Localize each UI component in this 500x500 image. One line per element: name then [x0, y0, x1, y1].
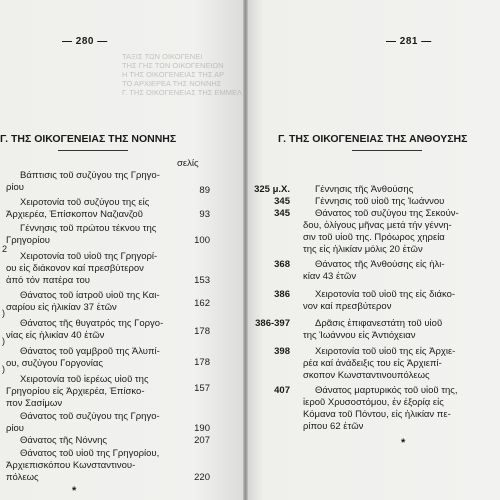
- timeline-entry: 325 μ.Χ. Γέννησις τῆς Ἀνθούσης: [248, 184, 500, 196]
- margin-mark: 2: [2, 244, 8, 254]
- page-ref: 93: [199, 209, 210, 220]
- timeline-entry: Χειροτονία τοῦ συζύγου της εἰς Ἀρχιερέα, Ἐπίσκοπον Ναζιανζοῦ 93: [6, 197, 210, 220]
- margin-mark: ): [2, 364, 5, 374]
- page-ref: 100: [194, 235, 210, 246]
- page-ref: 207: [194, 435, 210, 446]
- end-ornament: *: [72, 485, 77, 497]
- bleed-line: Γ. ΤΗΣ ΟΙΚΟΓΕΝΕΙΑΣ ΤΗΣ ΕΜΜΕΛ: [122, 88, 243, 97]
- timeline-entry: Χειροτονία τοῦ ἱερέως υἱοῦ της Γρηγορίου εἰς Ἀρχιερέα, Ἐπίσκο- πον Σασίμων 157: [6, 374, 210, 409]
- page-ref: 220: [194, 472, 210, 483]
- page-ref: 89: [199, 185, 210, 196]
- heading-rule: [58, 150, 128, 151]
- timeline-entry: 386 Χειροτονία τοῦ υἱοῦ της εἰς διάκο- νον καί πρεσβύτερον: [248, 289, 500, 313]
- timeline-entry: Γέννησις τοῦ πρώτου τέκνου της Γρηγορίου 100: [6, 223, 210, 246]
- timeline-entry: Θάνατος τῆς θυγατρός της Γοργο- νίας εἰς ἡλικίαν 40 ἐτῶν 178: [6, 318, 210, 341]
- bleed-line: Η ΤΗΣ ΟΙΚΟΓΕΝΕΙΑΣ ΤΗΣ ΑΡ: [122, 70, 225, 79]
- timeline-entry: Θάνατος τοῦ συζύγου της Γρηγο- ρίου 190: [6, 411, 210, 434]
- timeline-entry: Βάπτισις τοῦ συζύγου της Γρηγο- ρίου 89: [6, 170, 210, 196]
- entry-year: 325 μ.Χ.: [254, 184, 290, 195]
- page-ref: 153: [194, 275, 210, 286]
- bleed-line: ΤΑΞΙΣ ΤΩΝ ΟΙΚΟΓΕΝΕΙ: [122, 52, 203, 61]
- timeline-entry: 368 Θάνατος τῆς Ἀνθούσης εἰς ἡλι- κίαν 43 ἐτῶν: [248, 259, 500, 283]
- entry-year: 407: [274, 385, 290, 396]
- bleed-line: ΤΟ ΑΡΧΙΕΡΕΑ ΤΗΣ ΝΟΝΝΗΣ: [122, 79, 222, 88]
- timeline-entry: 345 Θάνατος τοῦ συζύγου της Σεκούν- δου, ὀλίγους μῆνας μετά τήν γέννη- σιν τοῦ υἱοῦ της. Πρόωρος χηρεία της εἰς ἡλικίαν μόλις 20 ἐτῶν: [248, 208, 500, 256]
- end-ornament: *: [401, 437, 406, 449]
- page-ref: 162: [194, 298, 210, 309]
- left-page: [0, 0, 243, 500]
- page-ref: 190: [194, 423, 210, 434]
- page-ref: 157: [194, 383, 210, 394]
- entry-year: 345: [274, 196, 290, 207]
- entry-year: 386: [274, 289, 290, 300]
- timeline-entry: 345 Γέννησις τοῦ υἱοῦ της Ἰωάννου: [248, 196, 500, 208]
- page-number: — 281 —: [386, 36, 432, 47]
- entry-year: 398: [274, 346, 290, 357]
- page-ref: 178: [194, 357, 210, 368]
- page-ref: 178: [194, 326, 210, 337]
- bleed-through-text: [122, 52, 243, 114]
- margin-mark: ): [2, 308, 5, 318]
- timeline-entry: 398 Χειροτονία τοῦ υἱοῦ της εἰς Ἀρχιε- ρέα καί ἀνάδειξις του εἰς Ἀρχιεπί- σκοπον Κωνσταντινουπόλεως: [248, 346, 500, 382]
- section-heading: Γ. ΤΗΣ ΟΙΚΟΓΕΝΕΙΑΣ ΤΗΣ ΑΝΘΟΥΣΗΣ: [278, 133, 468, 145]
- bleed-line: ΤΗΣ ΓΗΣ ΤΩΝ ΟΙΚΟΓΕΝΕΙΩΝ: [122, 61, 224, 70]
- page-number: — 280 —: [62, 36, 108, 47]
- entry-year: 345: [274, 208, 290, 219]
- column-header: σελίς: [177, 158, 199, 169]
- timeline-entry: Θάνατος τοῦ υἱοῦ της Γρηγορίου, Ἀρχιεπισκόπου Κωνσταντινου- πόλεως 220: [6, 448, 210, 483]
- section-heading: Γ. ΤΗΣ ΟΙΚΟΓΕΝΕΙΑΣ ΤΗΣ ΝΟΝΝΗΣ: [0, 133, 177, 145]
- timeline-entry: 407 Θάνατος μαρτυρικός τοῦ υἱοῦ της, ἱεροῦ Χρυσοστόμου, ἐν ἐξορίᾳ εἰς Κόμανα τοῦ Πόντου, εἰς ἡλικίαν πε- ρίπου 62 ἐτῶν: [248, 385, 500, 433]
- heading-rule: [352, 150, 422, 151]
- timeline-entry: Χειροτονία τοῦ υἱοῦ της Γρηγορί- ου εἰς διάκονον καί πρεσβύτερον ἀπό τόν πατέρα του 153: [6, 251, 210, 286]
- timeline-entry: Θάνατος τοῦ γαμβροῦ της Ἀλυπί- ου, συζύγου Γοργονίας 178: [6, 346, 210, 369]
- timeline-entry: 386-397 Δρᾶσις ἐπιφανεστάτη τοῦ υἱοῦ της Ἰωάννου εἰς Ἀντιόχειαν: [248, 318, 500, 342]
- timeline-entry: Θάνατος τῆς Νόννης 207: [20, 435, 210, 446]
- entry-year: 368: [274, 259, 290, 270]
- timeline-entry: Θάνατος τοῦ ἰατροῦ υἱοῦ της Και- σαρίου εἰς ἡλικίαν 37 ἐτῶν 162: [6, 290, 210, 313]
- right-page: [248, 0, 500, 500]
- entry-year: 386-397: [255, 318, 290, 329]
- margin-mark: ): [2, 336, 5, 346]
